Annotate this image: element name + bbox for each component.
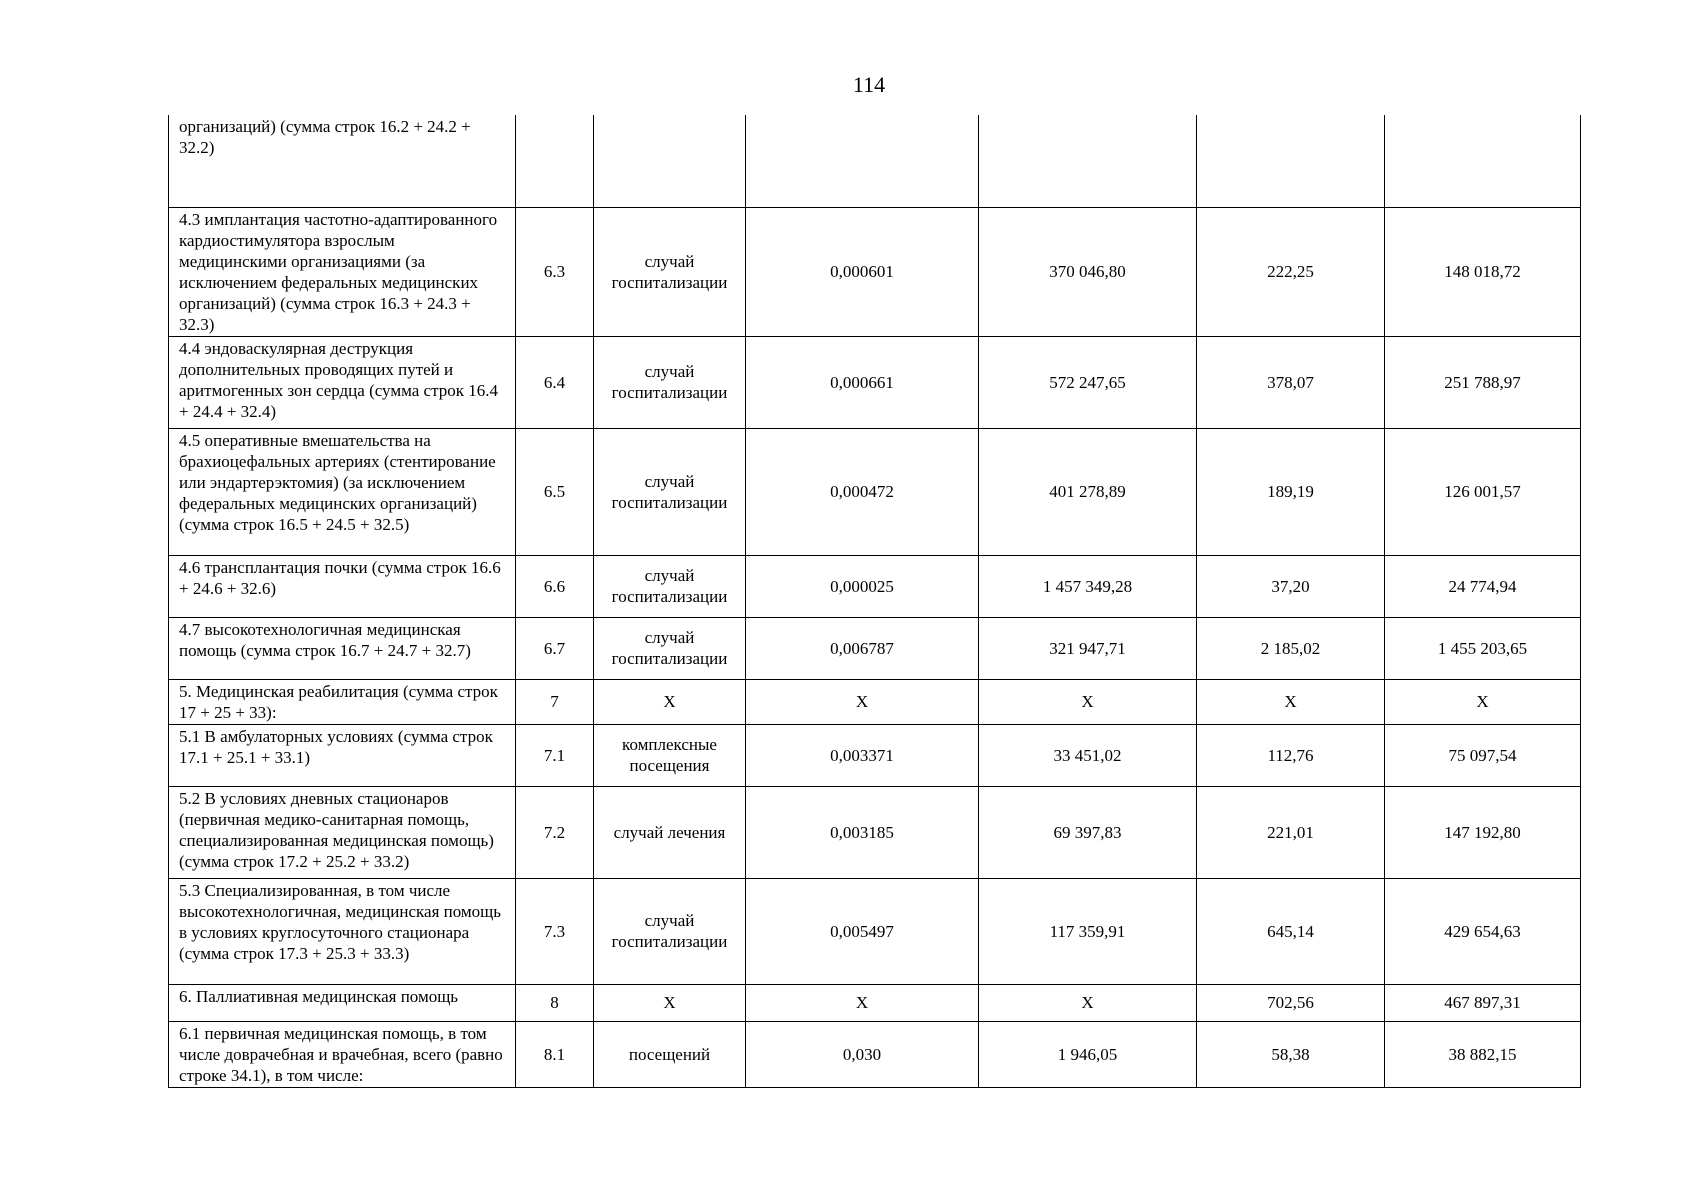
row-cost-cell: 117 359,91 bbox=[979, 878, 1197, 984]
row-unit-cell: случай госпитализации bbox=[594, 617, 746, 679]
row-norm-cell: 0,006787 bbox=[746, 617, 979, 679]
table-row bbox=[169, 1021, 1581, 1087]
row-total-cell: 75 097,54 bbox=[1385, 724, 1581, 786]
row-total-cell: 467 897,31 bbox=[1385, 984, 1581, 1021]
table-row bbox=[169, 724, 1581, 786]
row-unit-cell: случай госпитализации bbox=[594, 555, 746, 617]
data-table bbox=[168, 115, 1581, 1088]
row-total-cell: Х bbox=[1385, 679, 1581, 724]
row-total-cell: 38 882,15 bbox=[1385, 1021, 1581, 1087]
row-norm-cell: Х bbox=[746, 679, 979, 724]
table-row bbox=[169, 336, 1581, 428]
row-per-capita-cell: 378,07 bbox=[1197, 336, 1385, 428]
row-per-capita-cell: 702,56 bbox=[1197, 984, 1385, 1021]
row-unit-cell: посещений bbox=[594, 1021, 746, 1087]
row-cost-cell: 1 946,05 bbox=[979, 1021, 1197, 1087]
row-code-cell: 8 bbox=[516, 984, 594, 1021]
row-code-cell: 7 bbox=[516, 679, 594, 724]
table-row bbox=[169, 428, 1581, 555]
row-norm-cell: 0,003185 bbox=[746, 786, 979, 878]
row-name-cell: 5.1 В амбулаторных условиях (сумма строк 17.1 + 25.1 + 33.1) bbox=[169, 724, 516, 786]
row-cost-cell bbox=[979, 115, 1197, 207]
row-per-capita-cell: 645,14 bbox=[1197, 878, 1385, 984]
row-code-cell: 6.7 bbox=[516, 617, 594, 679]
row-name-cell: 6.1 первичная медицинская помощь, в том числе доврачебная и врачебная, всего (равно строке 34.1), в том числе: bbox=[169, 1021, 516, 1087]
row-cost-cell: 370 046,80 bbox=[979, 207, 1197, 336]
row-per-capita-cell: 221,01 bbox=[1197, 786, 1385, 878]
row-total-cell: 24 774,94 bbox=[1385, 555, 1581, 617]
row-name-cell: 4.5 оперативные вмешательства на брахиоцефальных артериях (стентирование или эндартерэктомия) (за исключением федеральных медицинских организаций) (сумма строк 16.5 + 24.5 + 32.5) bbox=[169, 428, 516, 555]
row-total-cell: 1 455 203,65 bbox=[1385, 617, 1581, 679]
row-code-cell: 6.3 bbox=[516, 207, 594, 336]
row-cost-cell: 1 457 349,28 bbox=[979, 555, 1197, 617]
row-unit-cell: случай лечения bbox=[594, 786, 746, 878]
row-code-cell: 8.1 bbox=[516, 1021, 594, 1087]
row-norm-cell: 0,000025 bbox=[746, 555, 979, 617]
row-total-cell: 251 788,97 bbox=[1385, 336, 1581, 428]
row-per-capita-cell: 189,19 bbox=[1197, 428, 1385, 555]
row-unit-cell: случай госпитализации bbox=[594, 878, 746, 984]
row-norm-cell bbox=[746, 115, 979, 207]
row-per-capita-cell: 112,76 bbox=[1197, 724, 1385, 786]
row-cost-cell: Х bbox=[979, 984, 1197, 1021]
table-row bbox=[169, 878, 1581, 984]
row-name-cell: 4.7 высокотехнологичная медицинская помощь (сумма строк 16.7 + 24.7 + 32.7) bbox=[169, 617, 516, 679]
row-unit-cell: комплексные посещения bbox=[594, 724, 746, 786]
row-unit-cell bbox=[594, 115, 746, 207]
row-per-capita-cell bbox=[1197, 115, 1385, 207]
table-row bbox=[169, 617, 1581, 679]
row-name-cell: 4.6 трансплантация почки (сумма строк 16.6 + 24.6 + 32.6) bbox=[169, 555, 516, 617]
row-code-cell: 6.6 bbox=[516, 555, 594, 617]
row-code-cell: 6.5 bbox=[516, 428, 594, 555]
row-code-cell bbox=[516, 115, 594, 207]
row-cost-cell: 572 247,65 bbox=[979, 336, 1197, 428]
row-code-cell: 7.2 bbox=[516, 786, 594, 878]
row-cost-cell: 321 947,71 bbox=[979, 617, 1197, 679]
table-row bbox=[169, 984, 1581, 1021]
row-total-cell: 147 192,80 bbox=[1385, 786, 1581, 878]
row-name-cell: 4.4 эндоваскулярная деструкция дополнительных проводящих путей и аритмогенных зон сердца (сумма строк 16.4 + 24.4 + 32.4) bbox=[169, 336, 516, 428]
row-per-capita-cell: 222,25 bbox=[1197, 207, 1385, 336]
row-cost-cell: Х bbox=[979, 679, 1197, 724]
row-per-capita-cell: 2 185,02 bbox=[1197, 617, 1385, 679]
row-per-capita-cell: 58,38 bbox=[1197, 1021, 1385, 1087]
row-name-cell: 5.3 Специализированная, в том числе высокотехнологичная, медицинская помощь в условиях круглосуточного стационара (сумма строк 17.3 + 25.3 + 33.3) bbox=[169, 878, 516, 984]
row-name-cell: 6. Паллиативная медицинская помощь bbox=[169, 984, 516, 1021]
row-total-cell: 148 018,72 bbox=[1385, 207, 1581, 336]
row-per-capita-cell: 37,20 bbox=[1197, 555, 1385, 617]
row-cost-cell: 69 397,83 bbox=[979, 786, 1197, 878]
row-unit-cell: случай госпитализации bbox=[594, 428, 746, 555]
table-row bbox=[169, 555, 1581, 617]
row-norm-cell: 0,030 bbox=[746, 1021, 979, 1087]
row-unit-cell: случай госпитализации bbox=[594, 207, 746, 336]
row-norm-cell: Х bbox=[746, 984, 979, 1021]
row-code-cell: 7.3 bbox=[516, 878, 594, 984]
row-name-cell: организаций) (сумма строк 16.2 + 24.2 + 32.2) bbox=[169, 115, 516, 207]
row-total-cell bbox=[1385, 115, 1581, 207]
row-name-cell: 5.2 В условиях дневных стационаров (первичная медико-санитарная помощь, специализированная медицинская помощь) (сумма строк 17.2 + 25.2 + 33.2) bbox=[169, 786, 516, 878]
row-total-cell: 126 001,57 bbox=[1385, 428, 1581, 555]
row-norm-cell: 0,000601 bbox=[746, 207, 979, 336]
row-code-cell: 6.4 bbox=[516, 336, 594, 428]
row-norm-cell: 0,000661 bbox=[746, 336, 979, 428]
row-norm-cell: 0,000472 bbox=[746, 428, 979, 555]
row-unit-cell: Х bbox=[594, 984, 746, 1021]
row-norm-cell: 0,005497 bbox=[746, 878, 979, 984]
table-row bbox=[169, 207, 1581, 336]
row-cost-cell: 401 278,89 bbox=[979, 428, 1197, 555]
row-cost-cell: 33 451,02 bbox=[979, 724, 1197, 786]
table-row bbox=[169, 786, 1581, 878]
row-norm-cell: 0,003371 bbox=[746, 724, 979, 786]
row-code-cell: 7.1 bbox=[516, 724, 594, 786]
page-number: 114 bbox=[852, 72, 886, 97]
row-unit-cell: Х bbox=[594, 679, 746, 724]
table-row bbox=[169, 679, 1581, 724]
row-name-cell: 5. Медицинская реабилитация (сумма строк 17 + 25 + 33): bbox=[169, 679, 516, 724]
row-total-cell: 429 654,63 bbox=[1385, 878, 1581, 984]
row-name-cell: 4.3 имплантация частотно-адаптированного кардиостимулятора взрослым медицинскими организациями (за исключением федеральных медицинских организаций) (сумма строк 16.3 + 24.3 + 32.3) bbox=[169, 207, 516, 336]
row-unit-cell: случай госпитализации bbox=[594, 336, 746, 428]
row-per-capita-cell: Х bbox=[1197, 679, 1385, 724]
table-row bbox=[169, 115, 1581, 207]
